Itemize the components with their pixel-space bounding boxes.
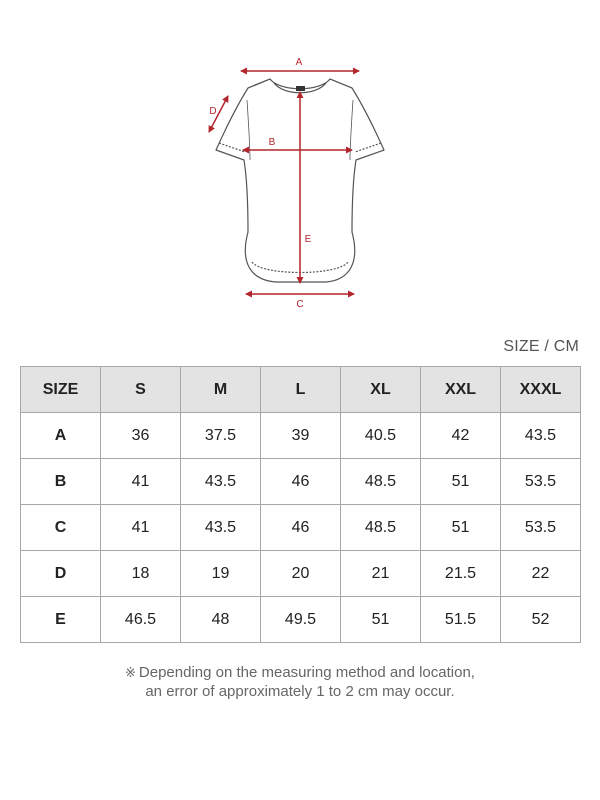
table-cell: 21 — [341, 551, 421, 597]
table-cell: 37.5 — [181, 413, 261, 459]
row-label: A — [21, 413, 101, 459]
table-row — [21, 459, 581, 505]
table-cell: 42 — [421, 413, 501, 459]
table-cell: 43.5 — [181, 459, 261, 505]
label-c: C — [296, 299, 304, 310]
header-s: S — [101, 367, 181, 413]
table-cell: 41 — [101, 505, 181, 551]
table-cell: 53.5 — [501, 459, 581, 505]
table-cell: 18 — [101, 551, 181, 597]
table-cell: 51.5 — [421, 597, 501, 643]
table-row — [21, 597, 581, 643]
header-size: SIZE — [21, 367, 101, 413]
table-cell: 43.5 — [181, 505, 261, 551]
label-d: D — [209, 106, 217, 117]
table-cell: 41 — [101, 459, 181, 505]
table-cell: 51 — [421, 505, 501, 551]
table-cell: 52 — [501, 597, 581, 643]
neck-label-icon — [296, 86, 305, 91]
measurement-footnote — [0, 663, 600, 701]
footnote-line-2: an error of approximately 1 to 2 cm may occur. — [145, 683, 455, 700]
table-row — [21, 551, 581, 597]
header-m: M — [181, 367, 261, 413]
table-header-row — [21, 367, 581, 413]
row-label: E — [21, 597, 101, 643]
table-cell: 22 — [501, 551, 581, 597]
footnote-text-1: Depending on the measuring method and location, — [138, 664, 475, 681]
table-row — [21, 413, 581, 459]
header-xl: XL — [341, 367, 421, 413]
table-cell: 53.5 — [501, 505, 581, 551]
label-e: E — [304, 234, 312, 245]
tshirt-measurement-diagram — [0, 0, 600, 330]
reference-mark-icon: ※ — [125, 665, 136, 680]
table-cell: 20 — [261, 551, 341, 597]
table-cell: 48.5 — [341, 505, 421, 551]
label-b: B — [268, 137, 276, 148]
table-cell: 46 — [261, 459, 341, 505]
table-cell: 51 — [341, 597, 421, 643]
table-cell: 40.5 — [341, 413, 421, 459]
size-chart-table — [20, 366, 581, 643]
table-cell: 51 — [421, 459, 501, 505]
header-xxl: XXL — [421, 367, 501, 413]
table-cell: 19 — [181, 551, 261, 597]
table-cell: 48.5 — [341, 459, 421, 505]
row-label: B — [21, 459, 101, 505]
header-l: L — [261, 367, 341, 413]
table-row — [21, 505, 581, 551]
footnote-line-1 — [0, 663, 600, 682]
table-cell: 46.5 — [101, 597, 181, 643]
table-cell: 39 — [261, 413, 341, 459]
unit-label: SIZE / CM — [503, 338, 579, 355]
row-label: C — [21, 505, 101, 551]
row-label: D — [21, 551, 101, 597]
table-cell: 21.5 — [421, 551, 501, 597]
table-cell: 49.5 — [261, 597, 341, 643]
table-cell: 43.5 — [501, 413, 581, 459]
table-cell: 36 — [101, 413, 181, 459]
table-cell: 46 — [261, 505, 341, 551]
label-a: A — [295, 57, 303, 68]
header-xxxl: XXXL — [501, 367, 581, 413]
tshirt-diagram-svg — [0, 0, 600, 330]
table-cell: 48 — [181, 597, 261, 643]
